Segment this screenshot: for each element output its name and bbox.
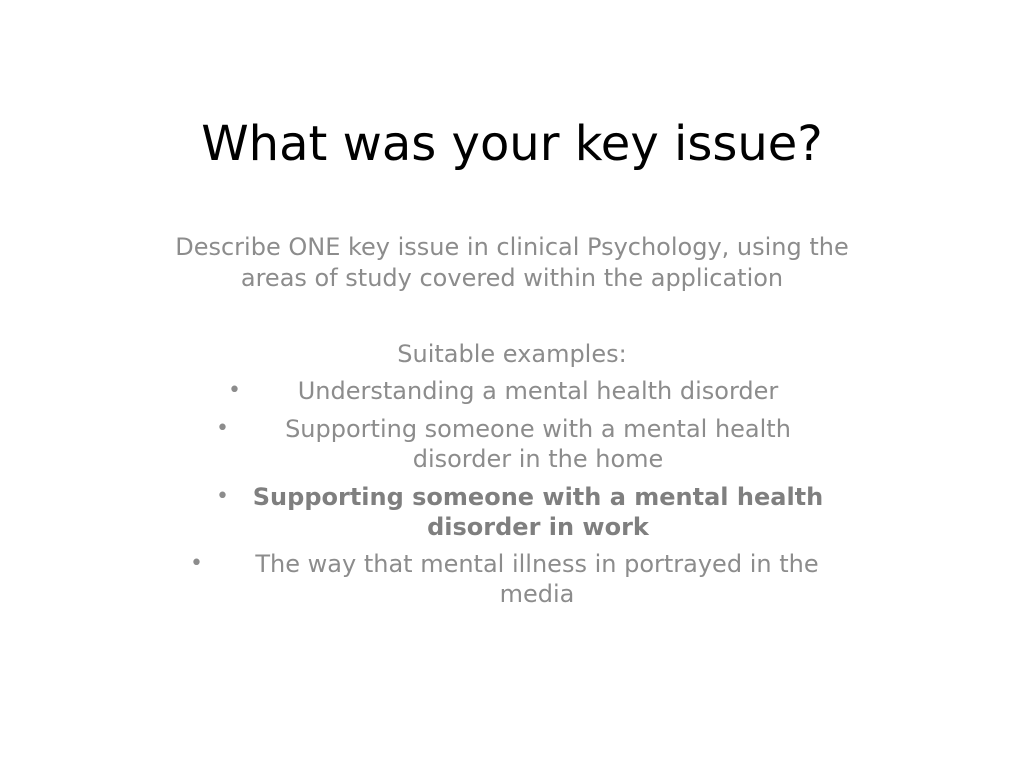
bullet-dot-icon: •	[190, 551, 203, 576]
bullet-dot-icon: •	[216, 484, 229, 509]
examples-label: Suitable examples:	[397, 340, 627, 368]
slide-title: What was your key issue?	[201, 116, 823, 172]
intro-text: Describe ONE key issue in clinical Psychology, using the areas of study covered within the application	[175, 233, 849, 292]
bullet-dot-icon: •	[216, 416, 229, 441]
bullet-text: Understanding a mental health disorder	[297, 377, 779, 405]
bullet-text: Supporting someone with a mental health disorder in the home	[285, 415, 791, 473]
bullet-text: The way that mental illness in portrayed in the media	[255, 550, 819, 608]
bullet-dot-icon: •	[228, 378, 241, 403]
bullet-text: Supporting someone with a mental health disorder in work	[252, 483, 824, 541]
